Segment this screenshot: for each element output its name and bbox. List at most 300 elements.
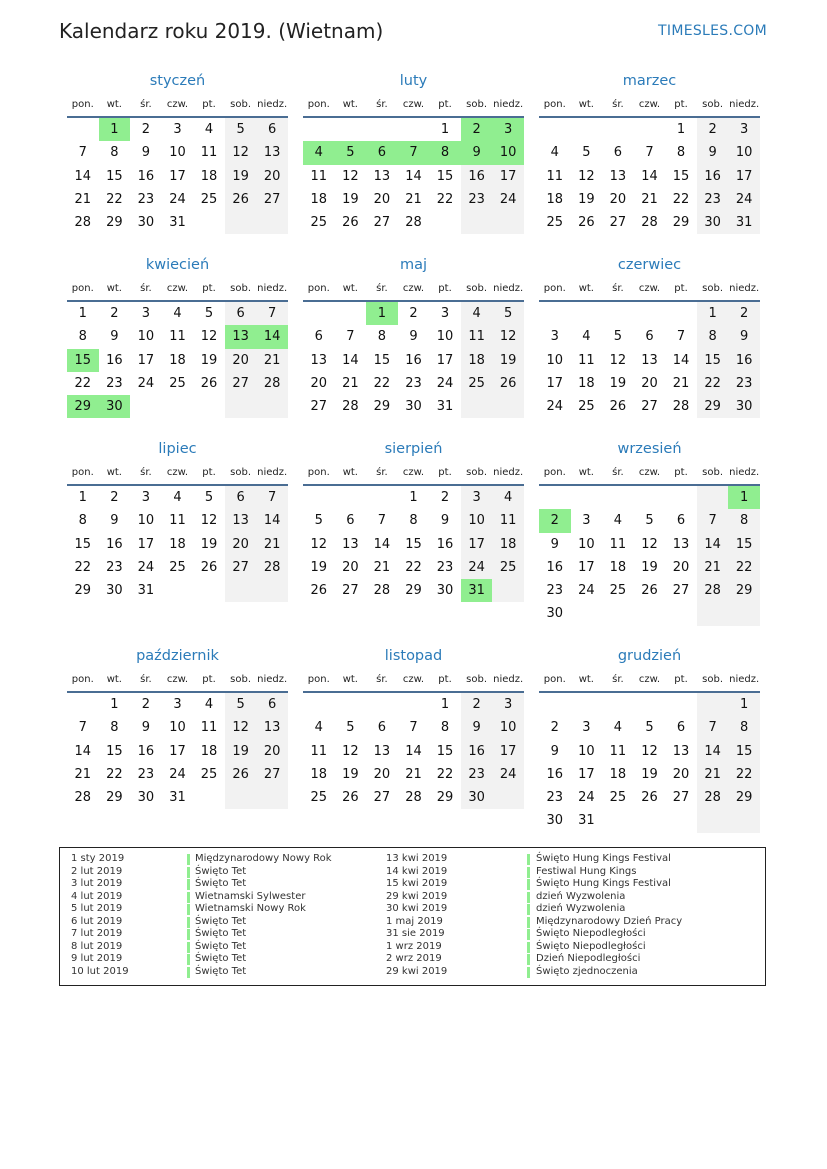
day-cell: 12 — [200, 329, 218, 345]
holiday-legend — [59, 847, 766, 986]
weekday-label: czw. — [402, 467, 425, 478]
day-cell: 11 — [200, 145, 218, 161]
day-cell: 8 — [78, 513, 87, 529]
empty-cell — [539, 693, 571, 716]
day-grid — [539, 693, 760, 833]
day-cell: 7 — [676, 329, 686, 345]
day-cell: 17 — [578, 559, 595, 575]
day-cell: 6 — [366, 141, 398, 164]
day-cell: 16 — [461, 165, 493, 188]
day-cell: 19 — [641, 559, 658, 575]
weekday-label: wt. — [578, 283, 594, 294]
month-grudzień — [539, 645, 760, 833]
day-cell: 24 — [578, 790, 595, 806]
day-cell: 1 — [728, 693, 760, 716]
day-cell: 12 — [609, 352, 627, 368]
legend-holiday-name: Wietnamski Nowy Rok — [195, 903, 306, 914]
weekday-label: pt. — [674, 99, 688, 110]
weekday-label: pt. — [202, 674, 216, 685]
day-cell: 1 — [676, 122, 686, 137]
day-cell: 19 — [200, 536, 218, 552]
month-wrzesień — [539, 438, 760, 626]
day-cell: 13 — [609, 168, 627, 184]
legend-holiday-name: Święto Niepodległości — [536, 940, 646, 952]
day-cell: 3 — [582, 720, 591, 736]
day-cell: 30 — [697, 211, 729, 234]
day-cell: 8 — [78, 329, 87, 345]
empty-cell — [225, 579, 257, 602]
day-cell: 19 — [492, 349, 524, 372]
legend-date: 1 maj 2019 — [386, 915, 443, 927]
weekday-header — [67, 462, 288, 486]
day-cell: 2 — [550, 720, 559, 736]
day-cell: 21 — [74, 766, 92, 782]
day-cell: 26 — [342, 215, 359, 231]
day-cell: 3 — [492, 693, 524, 716]
brand-link[interactable]: TIMESLES.COM — [658, 23, 767, 39]
legend-date: 31 sie 2019 — [386, 928, 445, 939]
day-cell: 2 — [728, 302, 760, 325]
day-cell: 4 — [173, 306, 182, 321]
day-cell: 31 — [169, 215, 186, 231]
day-cell: 29 — [405, 583, 422, 599]
day-cell: 28 — [256, 372, 288, 395]
month-name: kwiecień — [145, 257, 210, 273]
day-cell: 6 — [256, 693, 288, 716]
day-cell: 16 — [106, 536, 123, 552]
legend-holiday-name: Święto Tet — [195, 915, 247, 927]
weekday-label: czw. — [402, 99, 425, 110]
day-cell: 25 — [310, 790, 328, 806]
day-cell: 27 — [609, 215, 627, 231]
day-cell: 8 — [377, 329, 387, 345]
day-cell: 3 — [173, 122, 182, 137]
day-cell: 11 — [310, 743, 328, 759]
month-name: grudzień — [617, 648, 682, 664]
day-cell: 30 — [405, 399, 422, 415]
day-cell: 30 — [137, 215, 155, 231]
weekday-label: śr. — [376, 674, 388, 685]
day-cell: 2 — [461, 118, 493, 141]
day-cell: 11 — [546, 168, 564, 184]
day-cell: 19 — [609, 375, 627, 391]
day-cell: 24 — [137, 375, 155, 391]
weekday-header — [539, 94, 760, 118]
legend-marker — [187, 942, 190, 953]
day-cell: 29 — [728, 579, 760, 602]
day-cell: 25 — [546, 215, 564, 231]
day-cell: 26 — [310, 583, 328, 599]
day-cell: 13 — [310, 352, 328, 368]
day-cell: 28 — [697, 786, 729, 809]
weekday-label: pt. — [438, 99, 452, 110]
day-cell: 19 — [225, 740, 257, 763]
day-cell: 3 — [728, 118, 760, 141]
weekday-label: czw. — [402, 283, 425, 294]
day-cell: 5 — [346, 720, 355, 736]
day-cell: 9 — [141, 720, 151, 736]
day-cell: 31 — [461, 579, 493, 602]
day-cell: 14 — [373, 536, 391, 552]
legend-date: 29 kwi 2019 — [386, 965, 448, 977]
day-cell: 12 — [225, 141, 257, 164]
empty-cell — [634, 602, 666, 625]
month-name: wrzesień — [617, 441, 682, 457]
legend-date: 1 sty 2019 — [71, 853, 125, 864]
day-cell: 17 — [137, 536, 155, 552]
weekday-label: sob. — [230, 99, 252, 110]
weekday-label: śr. — [140, 467, 152, 478]
day-cell: 22 — [697, 372, 729, 395]
day-cell: 14 — [641, 168, 658, 184]
day-cell: 20 — [342, 559, 359, 575]
day-cell: 1 — [728, 486, 760, 509]
day-cell: 10 — [492, 716, 524, 739]
empty-cell — [634, 302, 666, 325]
legend-marker — [527, 892, 530, 903]
day-cell: 12 — [492, 325, 524, 348]
day-cell: 15 — [436, 168, 454, 184]
day-cell: 5 — [613, 329, 623, 345]
legend-marker — [187, 904, 190, 915]
day-cell: 4 — [303, 141, 335, 164]
day-cell: 22 — [728, 556, 760, 579]
day-cell: 7 — [697, 716, 729, 739]
empty-cell — [429, 211, 461, 234]
day-cell: 31 — [436, 399, 454, 415]
day-cell: 5 — [335, 141, 367, 164]
legend-holiday-name: Święto Tet — [195, 940, 247, 952]
day-grid — [539, 118, 760, 234]
legend-marker — [187, 879, 190, 890]
weekday-label: niedz. — [729, 674, 760, 685]
weekday-label: śr. — [612, 674, 624, 685]
day-cell: 26 — [609, 399, 627, 415]
day-cell: 4 — [314, 720, 323, 736]
day-cell: 25 — [578, 399, 595, 415]
day-cell: 4 — [204, 122, 214, 137]
empty-cell — [602, 302, 634, 325]
day-cell: 21 — [256, 533, 288, 556]
day-cell: 13 — [342, 536, 359, 552]
day-cell: 13 — [256, 141, 288, 164]
day-cell: 7 — [697, 509, 729, 532]
day-cell: 24 — [492, 763, 524, 786]
day-cell: 29 — [373, 399, 391, 415]
weekday-label: czw. — [638, 99, 661, 110]
day-cell: 10 — [137, 329, 155, 345]
day-cell: 25 — [609, 790, 627, 806]
day-cell: 19 — [342, 766, 359, 782]
day-grid — [303, 693, 524, 809]
weekday-label: pon. — [307, 99, 330, 110]
day-cell: 26 — [225, 188, 257, 211]
day-cell: 8 — [110, 720, 119, 736]
weekday-label: czw. — [638, 283, 661, 294]
day-cell: 3 — [141, 306, 151, 321]
legend-holiday-name: Święto Tet — [195, 953, 247, 964]
empty-cell — [697, 602, 729, 625]
month-name: sierpień — [384, 441, 443, 457]
day-cell: 6 — [645, 329, 654, 345]
day-cell: 12 — [310, 536, 328, 552]
empty-cell — [256, 211, 288, 234]
month-name: czerwiec — [617, 257, 682, 273]
weekday-label: sob. — [702, 674, 724, 685]
weekday-label: sob. — [466, 283, 488, 294]
weekday-label: wt. — [106, 467, 122, 478]
day-cell: 21 — [697, 556, 729, 579]
weekday-label: śr. — [376, 283, 388, 294]
legend-date: 30 kwi 2019 — [386, 903, 448, 914]
day-cell: 8 — [110, 145, 119, 161]
day-cell: 16 — [697, 165, 729, 188]
day-cell: 16 — [546, 766, 564, 782]
day-cell: 31 — [728, 211, 760, 234]
day-cell: 8 — [728, 509, 760, 532]
day-cell: 12 — [342, 743, 359, 759]
month-name: marzec — [622, 73, 677, 89]
day-cell: 6 — [225, 302, 257, 325]
day-cell: 2 — [461, 693, 493, 716]
month-name: lipiec — [158, 441, 197, 457]
legend-date: 4 lut 2019 — [71, 890, 123, 902]
day-grid — [303, 302, 524, 418]
weekday-label: niedz. — [493, 674, 524, 685]
empty-cell — [571, 486, 603, 509]
day-cell: 15 — [405, 536, 422, 552]
day-cell: 20 — [373, 191, 391, 207]
empty-cell — [665, 486, 697, 509]
day-cell: 16 — [728, 349, 760, 372]
day-cell: 21 — [342, 375, 359, 391]
day-cell: 5 — [492, 302, 524, 325]
weekday-header — [539, 462, 760, 486]
day-cell: 16 — [461, 740, 493, 763]
day-cell: 30 — [137, 790, 155, 806]
day-cell: 8 — [440, 720, 450, 736]
day-cell: 13 — [672, 536, 690, 552]
month-styczeń — [67, 70, 288, 234]
day-cell: 19 — [578, 191, 595, 207]
day-cell: 6 — [256, 118, 288, 141]
day-cell: 15 — [373, 352, 391, 368]
month-marzec — [539, 70, 760, 234]
day-cell: 5 — [204, 490, 214, 505]
day-cell: 1 — [440, 122, 450, 137]
day-cell: 11 — [169, 329, 186, 345]
day-cell: 30 — [436, 583, 454, 599]
day-cell: 30 — [461, 786, 493, 809]
day-cell: 28 — [256, 556, 288, 579]
day-cell: 10 — [492, 141, 524, 164]
day-cell: 3 — [492, 118, 524, 141]
day-cell: 7 — [256, 486, 288, 509]
day-cell: 26 — [641, 790, 658, 806]
day-cell: 22 — [106, 191, 123, 207]
weekday-label: niedz. — [493, 283, 524, 294]
empty-cell — [303, 118, 335, 141]
empty-cell — [492, 211, 524, 234]
weekday-label: pt. — [674, 674, 688, 685]
empty-cell — [256, 786, 288, 809]
weekday-label: pt. — [438, 467, 452, 478]
day-cell: 21 — [256, 349, 288, 372]
empty-cell — [461, 211, 493, 234]
day-cell: 27 — [373, 215, 391, 231]
day-cell: 23 — [461, 763, 493, 786]
empty-cell — [193, 786, 225, 809]
empty-cell — [634, 809, 666, 832]
day-cell: 29 — [436, 790, 454, 806]
empty-cell — [461, 395, 493, 418]
empty-cell — [335, 302, 367, 325]
day-cell: 20 — [672, 559, 690, 575]
day-cell: 15 — [106, 168, 123, 184]
legend-marker — [187, 854, 190, 865]
day-cell: 18 — [169, 536, 186, 552]
day-cell: 23 — [137, 191, 155, 207]
month-name: styczeń — [149, 73, 206, 89]
day-cell: 16 — [546, 559, 564, 575]
day-cell: 13 — [672, 743, 690, 759]
legend-holiday-name: Święto Tet — [195, 965, 247, 977]
day-cell: 25 — [169, 559, 186, 575]
day-cell: 23 — [546, 790, 564, 806]
day-cell: 1 — [78, 490, 87, 505]
legend-holiday-name: dzień Wyzwolenia — [536, 903, 626, 914]
day-cell: 12 — [578, 168, 595, 184]
day-cell: 21 — [672, 375, 690, 391]
day-cell: 22 — [74, 559, 92, 575]
day-cell: 15 — [106, 743, 123, 759]
day-cell: 10 — [546, 352, 564, 368]
legend-holiday-name: Święto Tet — [195, 878, 247, 889]
empty-cell — [303, 486, 335, 509]
day-cell: 10 — [578, 536, 595, 552]
day-cell: 17 — [728, 165, 760, 188]
day-cell: 2 — [539, 509, 571, 532]
day-cell: 7 — [346, 329, 355, 345]
day-cell: 28 — [74, 215, 92, 231]
weekday-label: sob. — [702, 467, 724, 478]
day-cell: 20 — [373, 766, 391, 782]
weekday-header — [539, 278, 760, 302]
day-cell: 1 — [366, 302, 398, 325]
day-cell: 26 — [225, 763, 257, 786]
day-cell: 16 — [106, 352, 123, 368]
weekday-label: śr. — [612, 99, 624, 110]
day-cell: 23 — [697, 188, 729, 211]
day-cell: 3 — [440, 306, 450, 321]
day-cell: 9 — [110, 329, 119, 345]
day-cell: 8 — [676, 145, 686, 161]
day-cell: 11 — [609, 536, 627, 552]
weekday-label: pon. — [307, 674, 330, 685]
weekday-label: niedz. — [729, 99, 760, 110]
day-cell: 9 — [550, 743, 559, 759]
weekday-label: niedz. — [257, 283, 288, 294]
legend-marker — [527, 929, 530, 940]
weekday-label: sob. — [466, 674, 488, 685]
day-cell: 11 — [492, 509, 524, 532]
day-grid — [67, 302, 288, 418]
day-cell: 1 — [78, 306, 87, 321]
empty-cell — [571, 302, 603, 325]
day-cell: 3 — [141, 490, 151, 505]
day-cell: 20 — [609, 191, 627, 207]
empty-cell — [539, 486, 571, 509]
legend-marker — [527, 879, 530, 890]
day-cell: 25 — [609, 583, 627, 599]
empty-cell — [697, 809, 729, 832]
day-cell: 7 — [78, 145, 87, 161]
day-cell: 4 — [492, 486, 524, 509]
day-cell: 6 — [377, 720, 387, 736]
empty-cell — [571, 602, 603, 625]
weekday-label: wt. — [578, 674, 594, 685]
day-grid — [539, 302, 760, 418]
weekday-label: sob. — [230, 283, 252, 294]
day-cell: 28 — [641, 215, 658, 231]
day-cell: 24 — [137, 559, 155, 575]
day-cell: 22 — [672, 191, 690, 207]
day-cell: 14 — [74, 743, 92, 759]
day-cell: 23 — [405, 375, 422, 391]
day-cell: 15 — [74, 536, 92, 552]
day-cell: 17 — [137, 352, 155, 368]
day-grid — [67, 693, 288, 809]
empty-cell — [492, 579, 524, 602]
legend-holiday-name: Wietnamski Sylwester — [195, 890, 306, 902]
day-cell: 13 — [641, 352, 658, 368]
weekday-label: śr. — [140, 674, 152, 685]
empty-cell — [256, 395, 288, 418]
legend-date: 14 kwi 2019 — [386, 865, 448, 877]
day-cell: 2 — [409, 306, 418, 321]
day-cell: 21 — [405, 191, 422, 207]
day-cell: 15 — [67, 349, 99, 372]
weekday-label: czw. — [638, 467, 661, 478]
weekday-label: pon. — [307, 283, 330, 294]
month-październik — [67, 645, 288, 809]
empty-cell — [67, 118, 99, 141]
day-cell: 9 — [461, 716, 493, 739]
legend-date: 15 kwi 2019 — [386, 878, 448, 889]
empty-cell — [571, 118, 603, 141]
weekday-label: pt. — [202, 99, 216, 110]
page-title: Kalendarz roku 2019. (Wietnam) — [59, 19, 384, 43]
day-cell: 28 — [373, 583, 391, 599]
day-cell: 12 — [200, 513, 218, 529]
day-cell: 17 — [461, 533, 493, 556]
day-cell: 26 — [200, 559, 218, 575]
day-grid — [67, 486, 288, 602]
day-cell: 14 — [74, 168, 92, 184]
day-cell: 28 — [342, 399, 359, 415]
day-cell: 14 — [697, 533, 729, 556]
day-cell: 28 — [697, 579, 729, 602]
day-cell: 11 — [200, 720, 218, 736]
legend-holiday-name: Święto zjednoczenia — [536, 965, 638, 977]
day-grid — [67, 118, 288, 234]
weekday-label: niedz. — [257, 467, 288, 478]
day-cell: 23 — [106, 559, 123, 575]
day-cell: 4 — [461, 302, 493, 325]
day-cell: 3 — [582, 513, 591, 529]
day-cell: 15 — [436, 743, 454, 759]
weekday-label: czw. — [638, 674, 661, 685]
